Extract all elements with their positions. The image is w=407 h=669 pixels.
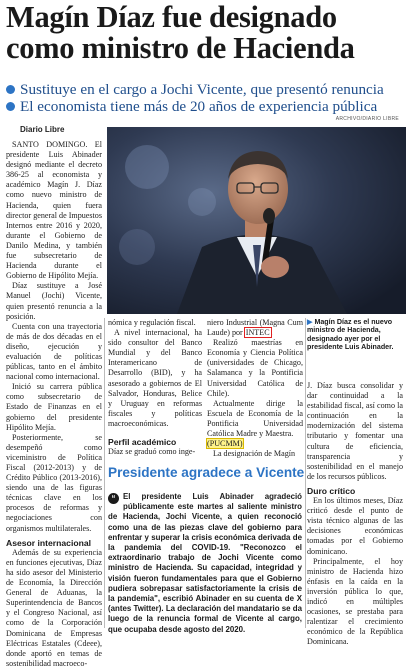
photo-illustration xyxy=(107,127,406,314)
paragraph: J. Díaz busca consolidar y dar continuidad a la estabilidad fiscal, así como la continuación en la modernización del sistema tributario y fomentar una cultura de eficiencia, transparencia y sostenibilidad en el manejo de los recursos públicos. xyxy=(307,381,403,481)
caption-arrow-icon: ▶ xyxy=(307,318,313,326)
summary-bullets xyxy=(6,81,406,115)
paragraph: Principalmente, el hoy ministro de Hacienda hizo énfasis en la caída en la inversión pública lo que, indicó en múltiples ocasiones, se prestaba para ralentizar el crecimiento económico de la República Dominicana. xyxy=(307,556,403,647)
paragraph-text: niero Industrial (Magna Cum Laude) por xyxy=(207,318,303,338)
article-column-2 xyxy=(108,318,202,457)
highlight-intec: INTEC xyxy=(245,328,270,338)
paragraph: SANTO DOMINGO. El presidente Luis Abinader designó mediante el decreto 386-25 al economista y académico Magín J. Díaz como nuevo ministro de Hacienda, quien fuera director general de Impuestos Internos entre 2016 y 2020, durante el Gobierno de Danilo Medina, y también fue subsecretario de Hacienda durante el Gobierno de Hipólito Mejía. xyxy=(6,140,102,281)
subheading: Duro crítico xyxy=(307,485,356,496)
headline-line-2: como ministro de Hacienda xyxy=(6,31,355,65)
paragraph: nómica y regulación fiscal. xyxy=(108,318,196,327)
highlight-pucmm: (PUCMM) xyxy=(207,439,243,449)
column-divider xyxy=(104,318,105,628)
sidebar-text xyxy=(108,492,302,635)
photo-credit: ARCHIVO/DIARIO LIBRE xyxy=(335,116,399,122)
paragraph: Además de su experiencia en funciones ejecutivas, Díaz ha sido asesor del Ministerio de Economía, la Dirección General de Aduanas, la Superintendencia de Bancos y el Congreso Nacional, así como de la Corporación Dominicana de Empresas Eléctricas Estatales (Cdeee), donde aportó en temas de sostenibilidad macroeco- xyxy=(6,547,102,668)
paragraph: niero Industrial (Magna Cum Laude) por INTEC. xyxy=(207,318,303,338)
bullet-text: El economista tiene más de 20 años de experiencia pública xyxy=(20,98,378,115)
headline xyxy=(6,2,406,64)
summary-bullet xyxy=(6,81,406,98)
summary-bullet xyxy=(6,98,406,115)
paragraph: A nivel internacional, ha sido consultor del Banco Mundial y del Banco Interamericano de Desarrollo (BID), y ha asesorado a gobiernos de El Salvador, Honduras, Belice y Uruguay en reformas fiscales y políticas macroeconómicas. xyxy=(108,328,202,428)
sidebar-paragraph: El presidente Luis Abinader agradeció públicamente este martes al saliente ministro de Hacienda, Jochi Vicente, a quien reconoció como una de las piezas clave del gobierno para enfrentar y superar la crisis económica derivada de la pandemia del COVID-19. "Reconozco el extraordinario trabajo de Jochi Vicente como ministro de Hacienda. Su capacidad, integridad y visión fueron fundamentales para que el Gobierno pudiera sobrepasar satisfactoriamente la crisis de la pandemia", escribió Abinader en su cuenta de X (antes Twitter). La declaración del mandatario se da luego de la renuncia formal de Vicente al cargo, que ocupaba desde agosto del 2020. xyxy=(108,492,302,634)
paragraph: Díaz se graduó como inge- xyxy=(108,447,196,457)
bullet-dot-icon xyxy=(6,85,15,94)
headline-line-1: Magín Díaz fue designado xyxy=(6,0,337,34)
column-divider xyxy=(305,318,306,628)
source-label: Diario Libre xyxy=(20,125,65,134)
bullet-dot-icon xyxy=(6,102,15,111)
quote-icon: “ xyxy=(108,493,119,504)
news-photo xyxy=(107,127,406,314)
photo-caption xyxy=(307,318,405,351)
paragraph: La designación de Magín xyxy=(213,449,296,459)
subheading: Perfil académico xyxy=(108,437,177,448)
article-column-3 xyxy=(207,318,303,459)
sidebar-heading: Presidente agradece a Vicente xyxy=(108,465,305,480)
paragraph: Posteriormente, se desempeñó como viceministro de Política Fiscal (2012-2013) y de Crédito Público (2013-2016), siendo una de las figuras técnicas clave en los procesos de reformas y negociaciones con organismos multilaterales. xyxy=(6,432,102,533)
paragraph: Actualmente dirige la Escuela de Economía de la Pontificia Universidad Católica Madre y Maestra. xyxy=(207,398,303,439)
paragraph: Díaz sustituye a José Manuel (Jochi) Vicente, quien presentó renuncia a la posición. xyxy=(6,281,102,321)
paragraph xyxy=(207,439,303,449)
article-column-1 xyxy=(6,140,102,669)
paragraph: Realizó maestrías en Economía y Ciencia Política (universidades de Chicago, Salamanca y la Pontificia Universidad Católica de Chile). xyxy=(207,338,303,398)
article-column-4 xyxy=(307,381,403,647)
bullet-text: Sustituye en el cargo a Jochi Vicente, que presentó renuncia xyxy=(20,81,384,98)
paragraph: Cuenta con una trayectoria de más de dos décadas en el diseño, ejecución y evaluación de políticas públicas, tanto en el ámbito nacional como internacional. xyxy=(6,321,102,382)
caption-text: Magín Díaz es el nuevo ministro de Hacienda, designado ayer por el presidente Luis Abinader. xyxy=(307,318,394,351)
paragraph: Inició su carrera pública como subsecretario de Estado de Finanzas en el gobierno del presidente Hipólito Mejía. xyxy=(6,382,102,432)
paragraph: En los últimos meses, Díaz criticó desde el punto de vista técnico algunas de las decisiones económicas tomadas por el Gobierno dominicano. xyxy=(307,496,403,556)
subheading: Asesor internacional xyxy=(6,537,92,548)
